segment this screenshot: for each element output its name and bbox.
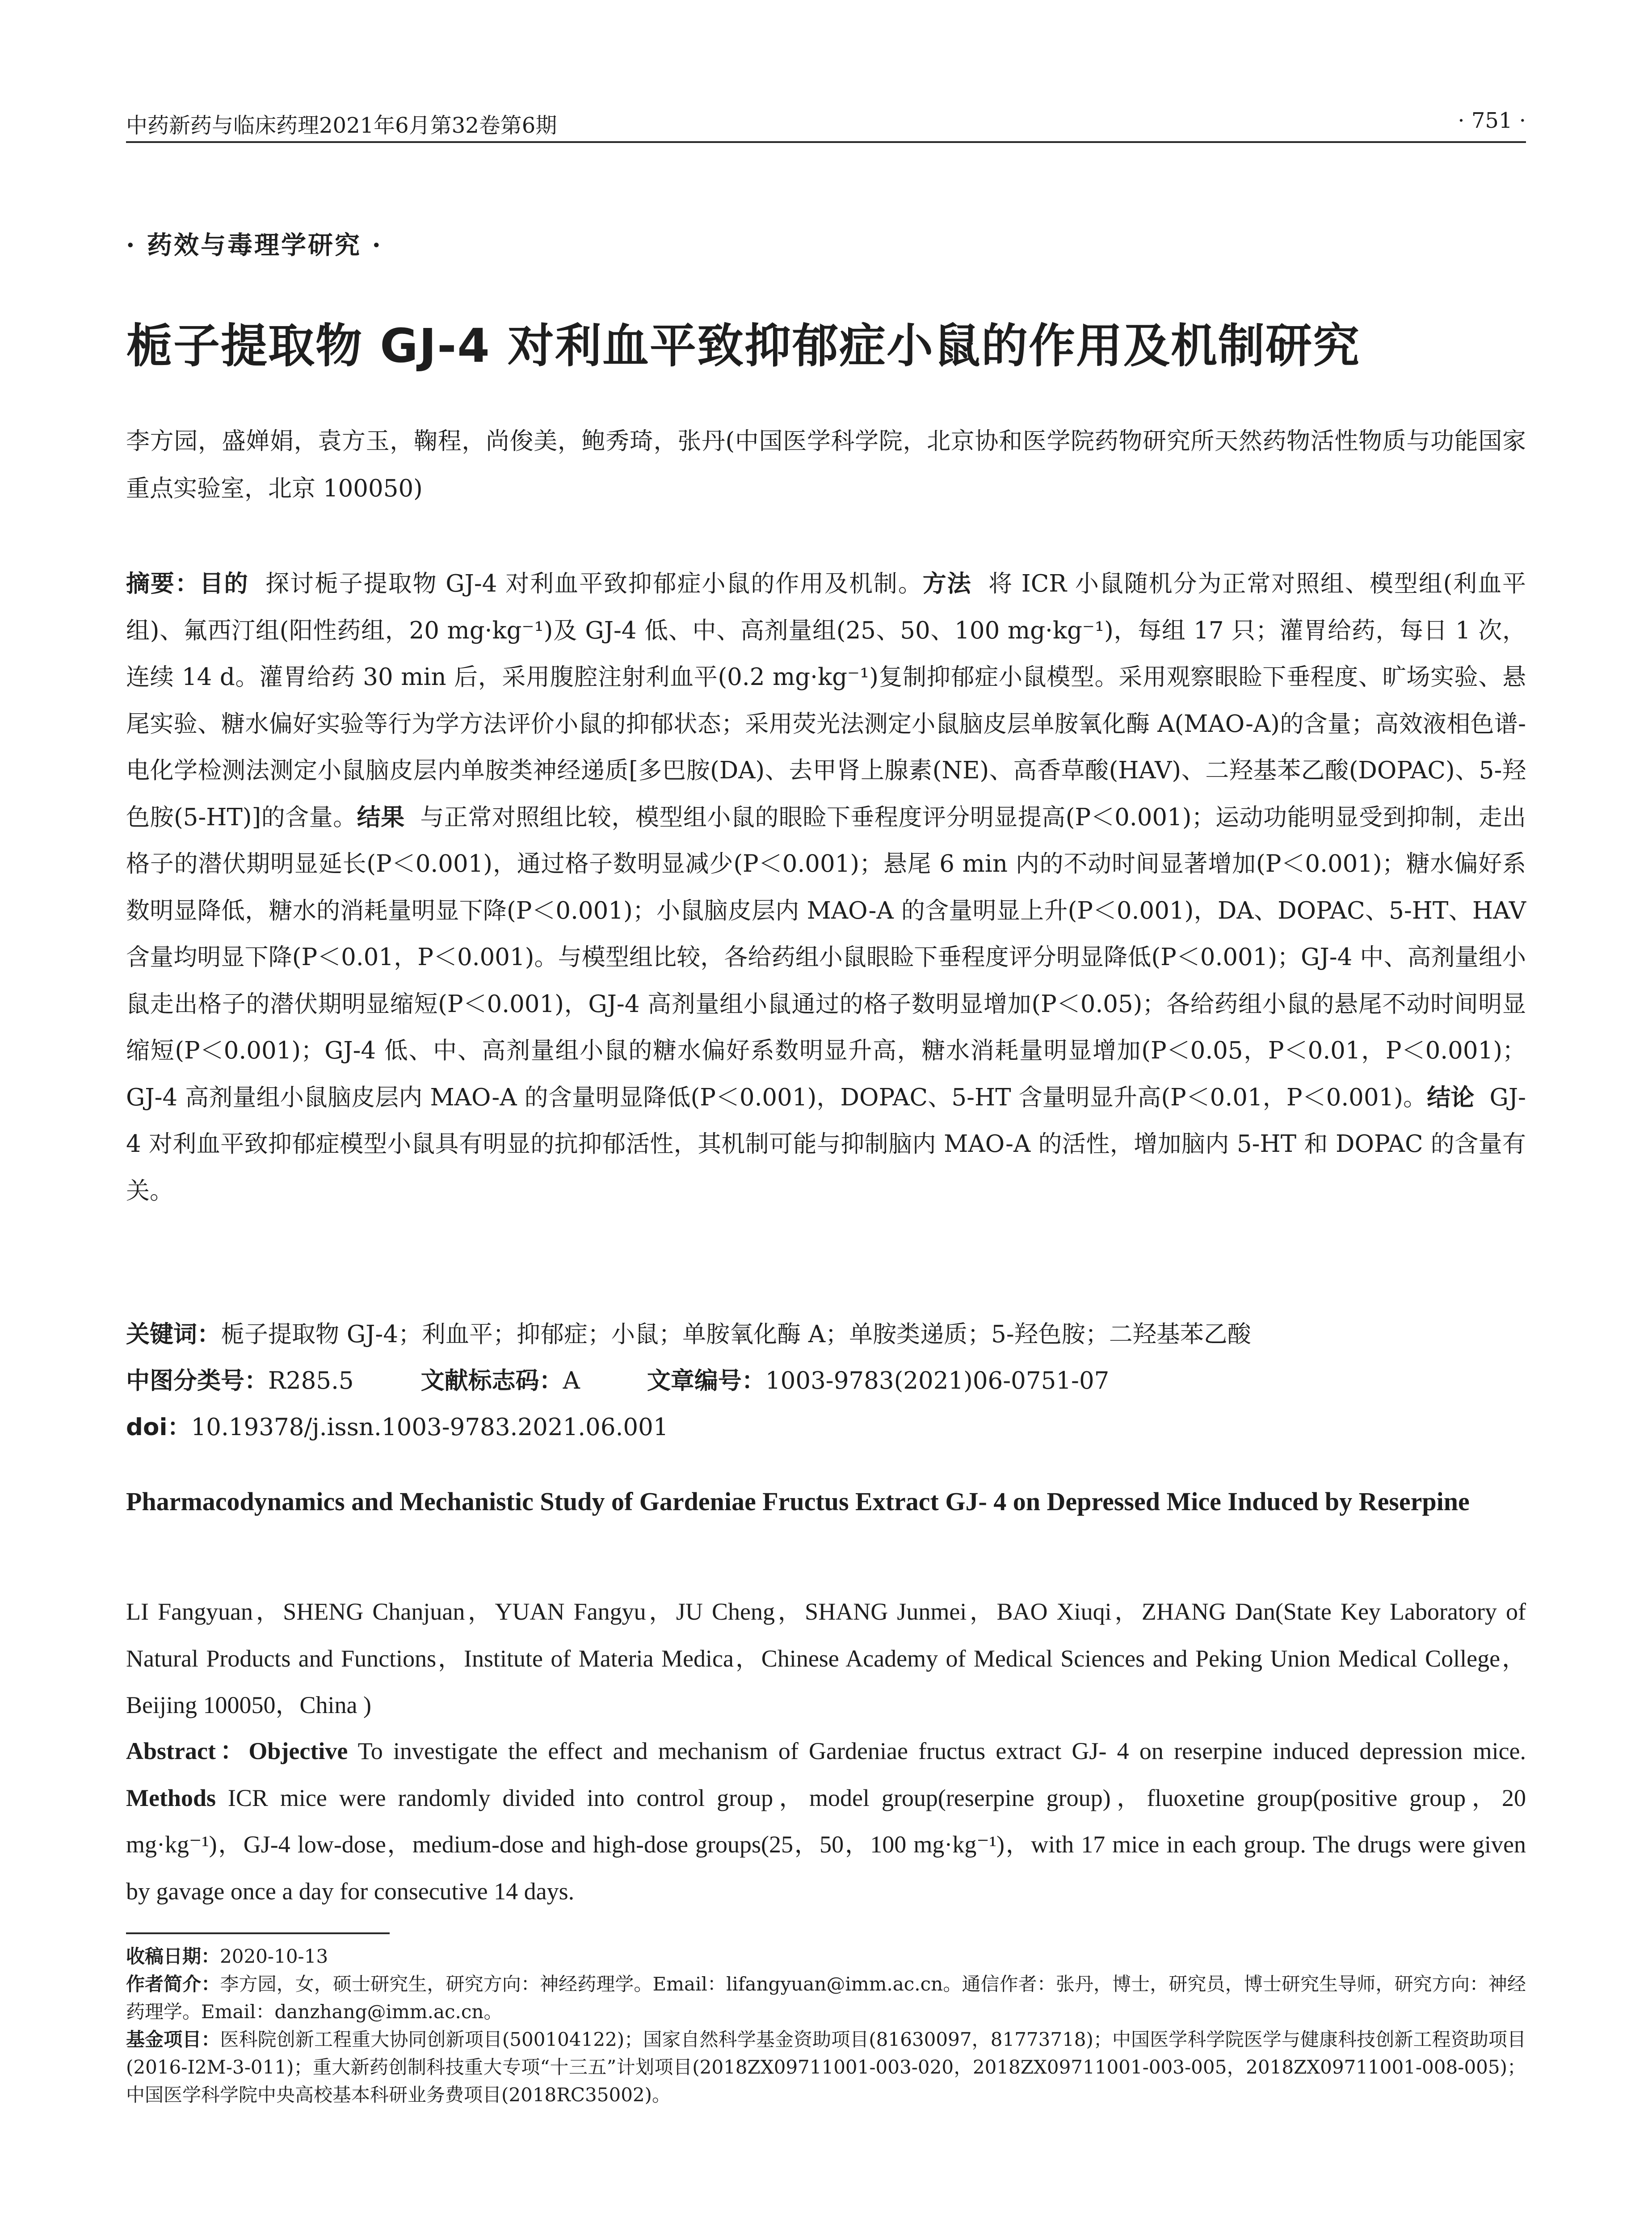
conclusion-text: GJ-4 对利血平致抑郁症模型小鼠具有明显的抗抑郁活性，其机制可能与抑制脑内 MAO-A 的活性，增加脑内 5-HT 和 DOPAC 的含量有关。 [126, 1083, 1526, 1205]
english-title: Pharmacodynamics and Mechanistic Study of Gardeniae Fructus Extract GJ- 4 on Depressed Mice Induced by Reserpine [126, 1487, 1470, 1516]
objective-text: 探讨栀子提取物 GJ-4 对利血平致抑郁症小鼠的作用及机制。 [265, 570, 923, 597]
abstract-label: 摘要： [126, 570, 200, 597]
running-header [126, 105, 1526, 143]
abstract-cn [126, 561, 1526, 1214]
classification-line [126, 1358, 1526, 1404]
author-bio-label: 作者简介： [126, 1973, 220, 1995]
methods-en-label: Methods [126, 1784, 216, 1811]
author-bio [126, 1970, 1526, 2026]
methods-label: 方法 [922, 570, 972, 597]
footnote-divider [126, 1932, 390, 1934]
methods-text: 将 ICR 小鼠随机分为正常对照组、模型组(利血平组)、氟西汀组(阳性药组，20 mg·kg⁻¹)及 GJ-4 低、中、高剂量组(25、50、100 mg·kg⁻¹)，每组 17 只；灌胃给药，每日 1 次，连续 14 d。灌胃给药 30 min 后，采用腹腔注射利血平(0.2 mg·kg⁻¹)复制抑郁症小鼠模型。采用观察眼睑下垂程度、旷场实验、悬尾实验、糖水偏好实验等行为学方法评价小鼠的抑郁状态；采用荧光法测定小鼠脑皮层单胺氧化酶 A(MAO-A)的含量；高效液相色谱-电化学检测法测定小鼠脑皮层内单胺类神经递质[多巴胺(DA)、去甲肾上腺素(NE)、高香草酸(HAV)、二羟基苯乙酸(DOPAC)、5-羟色胺(5-HT)]的含量。 [126, 570, 1526, 831]
abstract-en-label: Abstract： [126, 1738, 249, 1764]
keywords-line [126, 1311, 1526, 1358]
methods-en-text: ICR mice were randomly divided into control group，model group(reserpine group)，fluoxetine group(positive group，20 mg·kg⁻¹)，GJ-4 low-dose，medium-dose and high-dose groups(25，50，100 mg·kg⁻¹)，with 17 mice in each group. The drugs were given by gavage once a day for consecutive 14 days. [126, 1784, 1526, 1905]
keywords-label: 关键词： [126, 1321, 221, 1348]
objective-en-label: Objective [248, 1738, 348, 1764]
journal-info: 中药新药与临床药理2021年6月第32卷第6期 [126, 113, 557, 138]
article-title: 栀子提取物 GJ-4 对利血平致抑郁症小鼠的作用及机制研究 [126, 319, 1361, 373]
page-number: · 751 · [1458, 108, 1526, 133]
results-text: 与正常对照组比较，模型组小鼠的眼睑下垂程度评分明显提高(P＜0.001)；运动功能明显受到抑制，走出格子的潜伏期明显延长(P＜0.001)，通过格子数明显减少(P＜0.001)；悬尾 6 min 内的不动时间显著增加(P＜0.001)；糖水偏好系数明显降低，糖水的消耗量明显下降(P＜0.001)；小鼠脑皮层内 MAO-A 的含量明显上升(P＜0.001)，DA、DOPAC、5-HT、HAV 含量均明显下降(P＜0.01，P＜0.001)。与模型组比较，各给药组小鼠眼睑下垂程度评分明显降低(P＜0.001)；GJ-4 中、高剂量组小鼠走出格子的潜伏期明显缩短(P＜0.001)，GJ-4 高剂量组小鼠通过的格子数明显增加(P＜0.05)；各给药组小鼠的悬尾不动时间明显缩短(P＜0.001)；GJ-4 低、中、高剂量组小鼠的糖水偏好系数明显升高，糖水消耗量明显增加(P＜0.05，P＜0.01，P＜0.001)；GJ-4 高剂量组小鼠脑皮层内 MAO-A 的含量明显降低(P＜0.001)，DOPAC、5-HT 含量明显升高(P＜0.01，P＜0.001)。 [126, 803, 1526, 1111]
funding-text: 医科院创新工程重大协同创新项目(500104122)；国家自然科学基金资助项目(81630097，81773718)；中国医学科学院医学与健康科技创新工程资助项目(2016-I2M-3-011)；重大新药创制科技重大专项“十三五”计划项目(2018ZX09711001-003-020，2018ZX09711001-003-005，2018ZX09711001-008-005)；中国医学科学院中央高校基本科研业务费项目(2018RC35002)。 [126, 2028, 1526, 2106]
doi-line [126, 1404, 1526, 1451]
author-bio-text: 李方园，女，硕士研究生，研究方向：神经药理学。Email：lifangyuan@imm.ac.cn。通信作者：张丹，博士，研究员，博士研究生导师，研究方向：神经药理学。Email：danzhang@imm.ac.cn。 [126, 1973, 1526, 2023]
keywords-text: 栀子提取物 GJ-4；利血平；抑郁症；小鼠；单胺氧化酶 A；单胺类递质；5-羟色胺；二羟基苯乙酸 [221, 1321, 1251, 1348]
footnotes [126, 1943, 1526, 2109]
article-number-label: 文章编号： [647, 1367, 765, 1394]
results-label: 结果 [357, 803, 405, 831]
clc-value: R285.5 [268, 1367, 354, 1394]
funding [126, 2026, 1526, 2109]
objective-en-text: To investigate the effect and mechanism of Gardeniae fructus extract GJ- 4 on reserpine induced depression mice. [357, 1738, 1526, 1764]
doc-code-value: A [563, 1367, 580, 1394]
authors-affiliation-en: LI Fangyuan，SHENG Chanjuan，YUAN Fangyu，JU Cheng，SHANG Junmei，BAO Xiuqi，ZHANG Dan(State Key Laboratory of Natural Products and Functions，Institute of Materia Medica，Chinese Academy of Medical Sciences and Peking Union Medical College，Beijing 100050，China ) [126, 1598, 1526, 1718]
funding-label: 基金项目： [126, 2028, 220, 2050]
authors-affiliation-cn: 李方园，盛婵娟，袁方玉，鞠程，尚俊美，鲍秀琦，张丹(中国医学科学院，北京协和医学院药物研究所天然药物活性物质与功能国家重点实验室，北京 100050) [126, 428, 1526, 502]
doc-code-label: 文献标志码： [420, 1367, 563, 1394]
received-value: 2020-10-13 [220, 1945, 328, 1967]
received-label: 收稿日期： [126, 1945, 220, 1967]
doi-value: 10.19378/j.issn.1003-9783.2021.06.001 [191, 1414, 668, 1441]
article-number-value: 1003-9783(2021)06-0751-07 [765, 1367, 1110, 1394]
section-tag: · 药效与毒理学研究 · [126, 231, 383, 260]
abstract-en [126, 1728, 1526, 1915]
conclusion-label: 结论 [1427, 1083, 1475, 1111]
doi-label: doi： [126, 1414, 191, 1441]
received-date [126, 1943, 1526, 1970]
clc-label: 中图分类号： [126, 1367, 268, 1394]
objective-label: 目的 [199, 570, 249, 597]
